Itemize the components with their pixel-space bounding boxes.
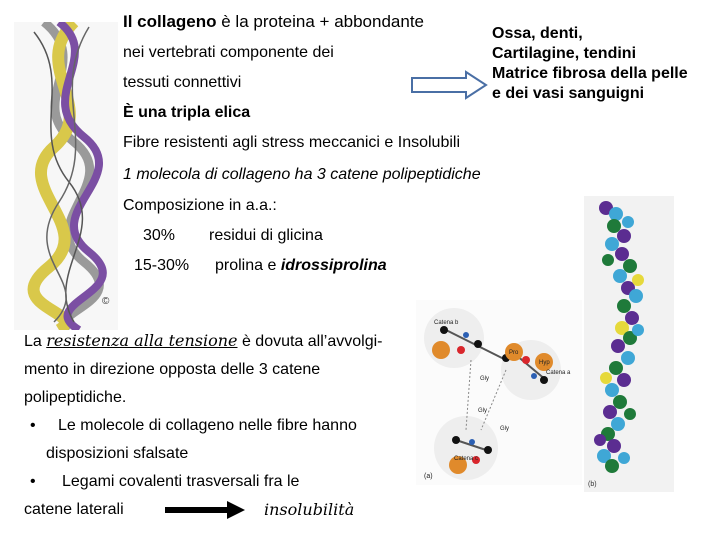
insolubilita: insolubilità — [264, 500, 355, 519]
bullet-1: • — [30, 417, 36, 434]
row1-label: residui di glicina — [209, 227, 323, 244]
row2-label-b: idrossiprolina — [280, 257, 387, 274]
header-line2: nei vertebrati componente dei — [123, 44, 334, 61]
resistenza-c: è dovuta all’avvolgi- — [237, 333, 383, 350]
row1-pct: 30% — [143, 227, 176, 244]
row2-pct: 15-30% — [134, 257, 190, 274]
resistenza-line — [24, 331, 382, 352]
label-catena-a: Catena a — [546, 370, 571, 376]
bullet2: Legami covalenti trasversali fra le — [62, 473, 300, 490]
title-line — [123, 12, 424, 32]
bullet1-a: Le molecole di collageno nelle fibre hanno — [58, 417, 357, 434]
ribbon-copyright: © — [102, 296, 110, 307]
label-catena-b: Catena b — [434, 320, 459, 326]
space-filling-figure — [584, 196, 674, 492]
collagen-ribbon-figure — [14, 22, 118, 330]
resistenza-a: La — [24, 333, 47, 350]
side-note-line: e dei vasi sanguigni — [492, 85, 645, 102]
title-bold: Il collageno — [123, 12, 217, 31]
right-arrow-icon — [410, 70, 488, 100]
bottom-line3: polipeptidiche. — [24, 389, 127, 406]
catene-laterali: catene laterali — [24, 501, 124, 518]
bottom-line2: mento in direzione opposta delle 3 catene — [24, 361, 321, 378]
side-note — [492, 24, 688, 104]
composizione-line: Composizione in a.a.: — [123, 197, 277, 214]
side-note-line: Matrice fibrosa della pelle — [492, 65, 688, 82]
header-line3: tessuti connettivi — [123, 74, 242, 91]
label-a: (a) — [424, 473, 433, 480]
row2-label — [215, 256, 387, 276]
black-arrow-icon — [165, 500, 245, 520]
label-hyp: Hyp — [539, 360, 550, 366]
label-gly-1: Gly — [480, 376, 489, 382]
title-rest: è la proteina + abbondante — [216, 12, 425, 31]
label-b: (b) — [588, 481, 597, 488]
label-catena-c: Catena c — [454, 456, 479, 462]
side-note-line: Ossa, denti, — [492, 25, 583, 42]
label-gly-3: Gly — [500, 426, 509, 432]
label-gly-2: Gly — [478, 408, 487, 414]
fibre-line: Fibre resistenti agli stress meccanici e Insolubili — [123, 134, 461, 151]
ball-and-stick-figure — [416, 300, 582, 485]
spacefill-atoms — [594, 201, 644, 473]
ribbon-yellow-strand — [34, 22, 74, 330]
bullet1-b: disposizioni sfalsate — [46, 445, 189, 462]
molecola-line: 1 molecola di collageno ha 3 catene polipeptidiche — [123, 166, 481, 183]
side-note-line: Cartilagine, tendini — [492, 45, 637, 62]
label-pro: Pro — [509, 350, 519, 356]
header-line4: È una tripla elica — [123, 104, 251, 121]
row2-label-a: prolina e — [215, 257, 281, 274]
resistenza-b: resistenza alla tensione — [46, 331, 238, 350]
bullet-2: • — [30, 473, 36, 490]
